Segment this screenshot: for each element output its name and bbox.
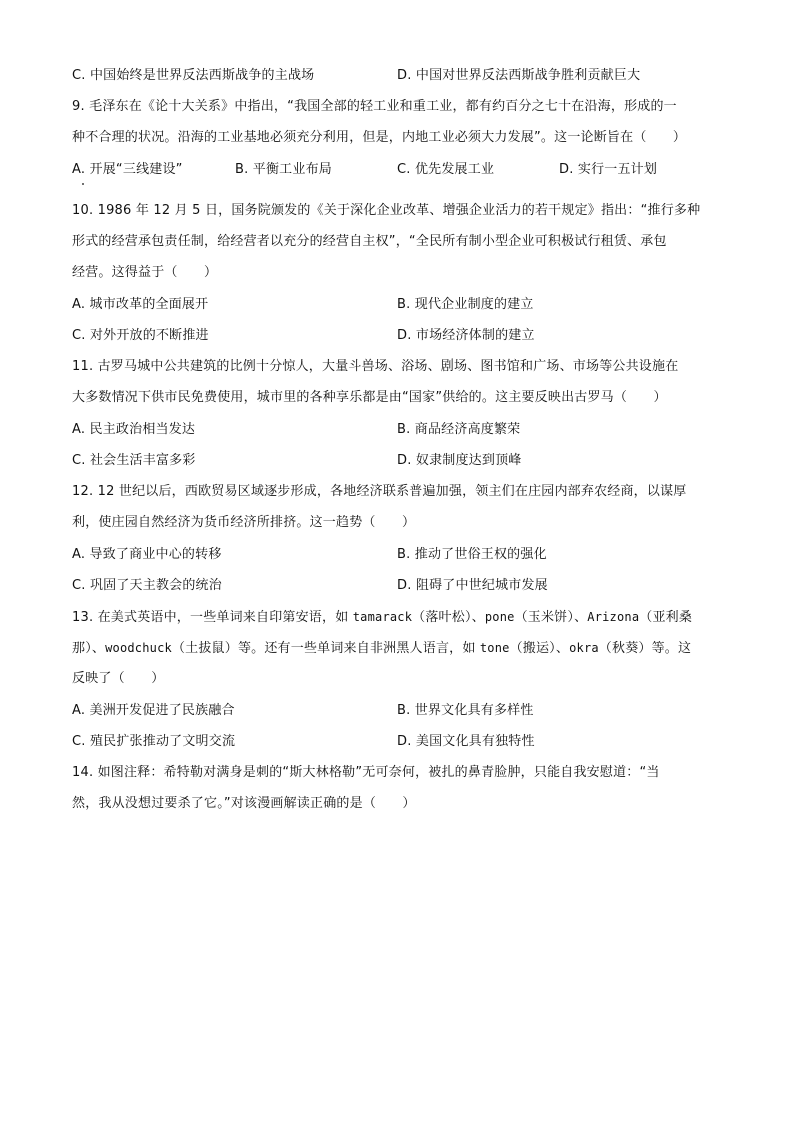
q13-word: tone [479,641,510,655]
q13-word: okra [569,641,599,655]
q12-option-b: B. 推动了世俗王权的强化 [397,547,547,562]
q13-word: Arizona [587,610,640,624]
q11-stem-line-2: 大多数情况下供市民免费使用，城市里的各种享乐都是由“国家”供给的。这主要反映出古罗马（ ） [72,390,667,405]
q12-option-a: A. 导致了商业中心的转移 [72,547,222,562]
q10-option-a: A. 城市改革的全面展开 [72,297,209,312]
q11-option-a: A. 民主政治相当发达 [72,422,196,437]
q9-stem-line-1: 9. 毛泽东在《论十大关系》中指出，“我国全部的轻工业和重工业，都有约百分之七十在沿海，形成的一 [72,99,677,114]
q10-option-d: D. 市场经济体制的建立 [397,328,535,343]
q9-option-c: C. 优先发展工业 [397,162,495,177]
q13-word: pone [484,610,515,624]
q13-word: woodchuck [105,641,172,655]
q10-stem-line-2: 形式的经营承包责任制，给经营者以充分的经营自主权”，“全民所有制小型企业可积极试行租赁、承包 [72,234,667,249]
q13-stem-line-1 [72,608,692,627]
q9-stem-line-2: 种不合理的状况。沿海的工业基地必须充分利用，但是，内地工业必须大力发展”。这一论断旨在（ ） [72,130,687,145]
q11-option-d: D. 奴隶制度达到顶峰 [397,453,522,468]
q13-text: 13. 在美式英语中，一些单词来自印第安语，如 [72,610,353,625]
q13-text: （搬运）、 [509,641,570,656]
q8-option-c: C. 中国始终是世界反法西斯战争的主战场 [72,68,315,83]
q13-option-c: C. 殖民扩张推动了文明交流 [72,734,236,749]
q13-text: （亚利桑 [639,610,693,625]
q9-option-b: B. 平衡工业布局 [235,162,332,177]
q10-stem-line-3: 经营。这得益于（ ） [72,265,218,280]
q13-option-a: A. 美洲开发促进了民族融合 [72,703,235,718]
q13-text: （玉米饼）、 [514,610,588,625]
q12-option-d: D. 阻碍了中世纪城市发展 [397,578,548,593]
q9-option-d: D. 实行一五计划 [559,162,658,177]
q13-text: （秋葵）等。这 [598,641,692,656]
q13-word: tamarack [352,610,413,624]
q14-stem-line-1: 14. 如图注释：希特勒对满身是刺的“斯大林格勒”无可奈何，被扎的鼻青脸肿，只能自我安慰道：“当 [72,765,660,780]
q12-stem-line-2: 利，使庄园自然经济为货币经济所排挤。这一趋势（ ） [72,515,416,530]
q11-option-b: B. 商品经济高度繁荣 [397,422,521,437]
q10-option-c: C. 对外开放的不断推进 [72,328,209,343]
q13-text: 那）、 [72,641,106,656]
q14-stem-line-2: 然，我从没想过要杀了它。”对该漫画解读正确的是（ ） [72,796,416,811]
q10-stem-line-1: 10. 1986 年 12 月 5 日，国务院颁发的《关于深化企业改革、增强企业活力的若干规定》指出：“推行多种 [72,203,701,218]
q11-stem-line-1: 11. 古罗马城中公共建筑的比例十分惊人，大量斗兽场、浴场、剧场、图书馆和广场、市场等公共设施在 [72,359,679,374]
q12-option-c: C. 巩固了天主教会的统治 [72,578,222,593]
q13-text: （土拔鼠）等。还有一些单词来自非洲黑人语言，如 [171,641,480,656]
q12-stem-line-1: 12. 12 世纪以后，西欧贸易区域逐步形成，各地经济联系普遍加强，领主们在庄园内部弃农经商，以谋厚 [72,484,687,499]
q13-option-b: B. 世界文化具有多样性 [397,703,534,718]
stray-dot-mark [82,183,84,185]
q13-option-d: D. 美国文化具有独特性 [397,734,535,749]
q8-option-d: D. 中国对世界反法西斯战争胜利贡献巨大 [397,68,641,83]
q9-option-a: A. 开展“三线建设” [72,162,183,177]
q13-text: （落叶松）、 [412,610,485,625]
q10-option-b: B. 现代企业制度的建立 [397,297,534,312]
q11-option-c: C. 社会生活丰富多彩 [72,453,196,468]
q13-stem-line-3: 反映了（ ） [72,671,165,686]
q13-stem-line-2 [72,639,691,658]
